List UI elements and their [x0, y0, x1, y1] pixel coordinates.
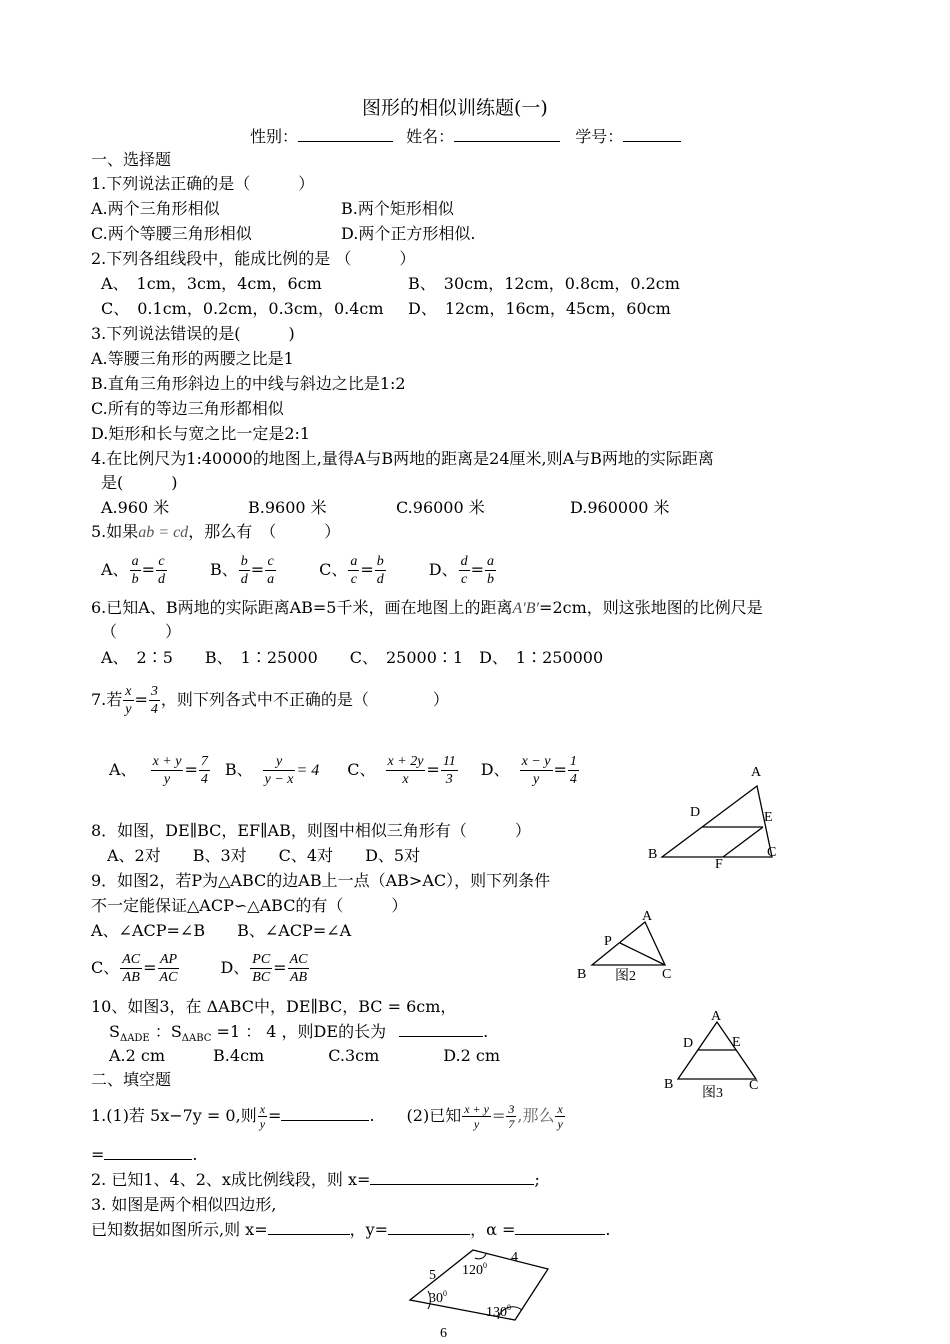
q5-stem-post: ，那么有 （ ） — [188, 522, 341, 541]
fill-q3-y-label: ，y= — [349, 1220, 389, 1239]
q9-options-ab[interactable]: A、∠ACP=∠B B、∠ACP=∠A — [91, 921, 352, 940]
q7-label-a: A、 — [109, 760, 137, 779]
fraction-numerator: x + y — [152, 754, 182, 769]
q3-stem: 3.下列说法错误的是( ) — [91, 324, 295, 343]
fraction-denominator: AC — [159, 970, 178, 985]
q10-subscript-ade: ΔADE — [119, 1033, 150, 1045]
section-fill-heading: 二、填空题 — [91, 1070, 172, 1089]
q5-option-d[interactable]: D、 $\frac{d}{c}$ = $\frac{a}{b}$ — [428, 554, 495, 587]
q5-label-c: C、 — [319, 560, 348, 579]
q3-option-c[interactable]: C.所有的等边三角形都相似 — [91, 399, 284, 418]
q1-option-b[interactable]: B.两个矩形相似 — [341, 199, 454, 218]
q10-stem: 10、如图3，在 ΔABC中，DE∥BC，BC = 6cm， — [91, 997, 457, 1016]
fraction-numerator: x + 2y — [387, 754, 424, 769]
q9-stem: 9．如图2，若P为△ABC的边AB上一点（AB>AC），则下列条件 — [91, 871, 551, 890]
fill-q3-end: . — [605, 1220, 611, 1239]
similar-quadrilateral-figure — [400, 1240, 570, 1340]
q5-expression: ab = cd — [138, 524, 189, 541]
fraction-denominator: b — [487, 572, 495, 587]
fraction-denominator: BC — [252, 970, 271, 985]
q10-stem-post: =1 ： 4 ，则DE的长为 — [216, 1022, 387, 1041]
fill-q2 — [91, 1170, 540, 1190]
q2-option-d[interactable]: D、 12cm，16cm，45cm，60cm — [408, 299, 671, 318]
q6-stem-pre: 6.已知A、B两地的实际距离AB=5千米，画在地图上的距离 — [91, 598, 513, 617]
fill-q1-equals: = — [268, 1106, 282, 1125]
q2-option-a[interactable]: A、 1cm，3cm，4cm，6cm — [101, 274, 322, 293]
q7-label-b: B、 — [224, 760, 253, 779]
point-label-a: A — [751, 765, 762, 780]
fraction-denominator: 3 — [445, 772, 453, 787]
q9-label-d: D、 — [220, 958, 250, 977]
fraction-numerator: x — [125, 684, 132, 699]
q5-options — [101, 550, 497, 590]
side-label-5: 5 — [429, 1268, 436, 1283]
q5-option-b[interactable]: B、 $\frac{b}{d}$ = $\frac{c}{a}$ — [209, 554, 275, 587]
point-label-p: P — [604, 934, 612, 949]
fraction-numerator: AP — [158, 951, 180, 969]
angle-label-130: $130^0$ — [486, 1303, 511, 1320]
q10-answer-blank[interactable] — [399, 1022, 483, 1037]
q3-option-b[interactable]: B.直角三角形斜边上的中线与斜边之比是1:2 — [91, 374, 406, 393]
student-info-row — [250, 127, 681, 147]
fraction-denominator: b — [131, 572, 139, 587]
fraction-denominator: 4 — [150, 702, 158, 717]
q8-triangle-figure — [640, 760, 790, 870]
point-label-b: B — [648, 847, 658, 862]
fraction-numerator: a — [131, 554, 139, 569]
q9-triangle-figure — [570, 900, 690, 990]
point-label-d: D — [683, 1036, 694, 1051]
q6-map-distance-label: A′B′ — [512, 600, 540, 617]
point-label-b: B — [664, 1077, 674, 1092]
q7-option-b[interactable]: B、 $\frac{y}{y - x}$ = 4 — [224, 754, 320, 787]
q10-triangle-figure — [660, 1000, 770, 1100]
fill-q3-alpha-label: ，α = — [470, 1220, 516, 1239]
fraction-denominator: AB — [122, 970, 140, 985]
fraction-numerator: a — [350, 554, 358, 569]
q5-label-d: D、 — [428, 560, 458, 579]
q7-options — [109, 750, 580, 791]
fill-q2-text: 2. 已知1、4、2、x成比例线段，则 x= — [91, 1170, 371, 1189]
q8-options[interactable]: A、2对 B、3对 C、4对 D、5对 — [107, 846, 421, 865]
fill-q3-alpha-blank[interactable] — [515, 1220, 605, 1235]
number-label: 学号： — [575, 127, 624, 146]
fill-q3-y-blank[interactable] — [388, 1220, 470, 1235]
q5-option-a[interactable]: A、 $\frac{a}{b}$ = $\frac{c}{d}$ — [101, 554, 165, 587]
q4-option-d[interactable]: D.960000 米 — [570, 498, 670, 517]
q5-label-a: A、 — [101, 560, 129, 579]
q9-label-c: C、 — [91, 958, 120, 977]
q6-stem — [91, 598, 763, 619]
q2-option-b[interactable]: B、 30cm，12cm，0.8cm，0.2cm — [408, 274, 680, 293]
side-label-4: 4 — [511, 1250, 518, 1265]
fraction-denominator: y — [473, 1117, 480, 1131]
fraction-denominator: c — [350, 572, 357, 587]
quadrilateral — [410, 1250, 548, 1320]
page-title: 图形的相似训练题(一) — [362, 97, 548, 119]
name-label: 姓名： — [406, 127, 455, 146]
fraction-denominator: d — [240, 572, 248, 587]
q9-options-cd — [91, 948, 310, 988]
point-label-b: B — [577, 967, 587, 982]
fill-q3-line2 — [91, 1220, 610, 1240]
q7-stem-pre: 7.若 — [91, 690, 123, 709]
fill-q1-part2-pre: . (2)已知 — [369, 1106, 462, 1125]
fill-q2-blank[interactable] — [370, 1170, 534, 1185]
gender-blank[interactable] — [298, 127, 393, 142]
figure-3-caption: 图3 — [702, 1086, 723, 1101]
q7-option-d[interactable]: D、 $\frac{x - y}{y}$ = $\frac{1}{4}$ — [480, 754, 577, 787]
fraction-numerator: b — [376, 554, 384, 569]
fraction-denominator: c — [461, 572, 468, 587]
fraction-denominator: y — [557, 1117, 563, 1131]
fraction-denominator: y — [163, 772, 171, 787]
fraction-numerator: x − y — [521, 754, 551, 769]
gender-label: 性别： — [250, 127, 299, 146]
fraction-numerator: a — [487, 554, 495, 569]
q7-option-a[interactable]: A、 $\frac{x + y}{y}$ = $\frac{7}{4}$ — [109, 754, 208, 787]
name-blank[interactable] — [454, 127, 560, 142]
q7-label-c: C、 — [347, 760, 376, 779]
q9-option-c[interactable]: C、 $\frac{AC}{AB}$ = $\frac{AP}{AC}$ — [91, 952, 178, 985]
fraction-numerator: x + y — [464, 1102, 489, 1116]
fill-q3-x-blank[interactable] — [268, 1220, 350, 1235]
fraction-numerator: PC — [252, 952, 271, 967]
fill-q1-blank-1[interactable] — [281, 1106, 369, 1121]
number-blank[interactable] — [623, 127, 681, 142]
fraction-denominator: y — [259, 1117, 266, 1131]
fraction-numerator: AC — [122, 952, 141, 967]
fraction-denominator: 7 — [508, 1117, 515, 1131]
q5-label-b: B、 — [209, 560, 238, 579]
point-label-a: A — [711, 1009, 722, 1024]
q6-options[interactable]: A、 2∶5 B、 1∶25000 C、 25000∶1 D、 1∶250000 — [101, 648, 604, 667]
fraction-numerator: y — [263, 753, 296, 771]
triangle-abc — [662, 786, 772, 857]
q10-ratio-colon: ：S — [154, 1022, 182, 1041]
q2-stem: 2.下列各组线段中，能成比例的是 （ ） — [91, 249, 416, 268]
fill-q1: 1.(1)若 5x−7y = 0,则 $\frac{x}{y}$ = . (2)已知 $\frac{x + y}{y}$ = $\frac{3}{7}$ ,那么 $\frac{x}{y}$ — [91, 1102, 563, 1131]
fraction-denominator: y — [125, 702, 132, 717]
point-label-e: E — [764, 810, 773, 825]
q3-option-a[interactable]: A.等腰三角形的两腰之比是1 — [91, 349, 294, 368]
q4-option-a[interactable]: A.960 米 — [101, 498, 170, 517]
fraction-numerator: 7 — [200, 754, 208, 769]
q5-stem-pre: 5.如果 — [91, 522, 139, 541]
fraction-numerator: 11 — [442, 754, 456, 769]
q7-stem-post: ，则下列各式中不正确的是（ ） — [160, 690, 449, 709]
fill-q1-pre: 1.(1)若 5x−7y = 0,则 — [91, 1106, 257, 1125]
q1-stem: 1.下列说法正确的是（ ） — [91, 174, 315, 193]
point-label-c: C — [749, 1078, 759, 1093]
q3-option-d[interactable]: D.矩形和长与宽之比一定是2:1 — [91, 424, 311, 443]
q4-stem: 4.在比例尺为1:40000的地图上,量得A与B两地的距离是24厘米,则A与B两地的实际距离 — [91, 449, 714, 468]
side-label-6: 6 — [440, 1326, 447, 1341]
angle-label-30: $30^0$ — [429, 1289, 447, 1306]
fraction-denominator: a — [267, 572, 275, 587]
fraction-denominator: AB — [289, 970, 308, 985]
q7-b-right-value: 4 — [311, 762, 320, 779]
q5-stem — [91, 522, 340, 543]
section-choice-heading: 一、选择题 — [91, 150, 172, 169]
point-label-a: A — [642, 909, 653, 924]
fraction-denominator: d — [157, 572, 165, 587]
q7-label-d: D、 — [480, 760, 510, 779]
q7-option-c[interactable]: C、 $\frac{x + 2y}{x}$ = $\frac{11}{3}$ — [347, 754, 456, 787]
fraction-numerator: c — [265, 553, 276, 571]
segment-pc — [620, 943, 665, 965]
fill-q1-part2-post: ,那么 — [517, 1106, 555, 1125]
point-label-e: E — [732, 1035, 741, 1050]
fill-q3-line1: 3. 如图是两个相似四边形, — [91, 1195, 277, 1214]
fraction-numerator: x — [557, 1102, 563, 1116]
q10-options[interactable]: A.2 cm B.4cm C.3cm D.2 cm — [109, 1046, 501, 1065]
q10-s-symbol: S — [109, 1022, 120, 1041]
fraction-denominator: 4 — [200, 772, 208, 787]
fill-q3-x-label: 已知数据如图所示,则 x= — [91, 1220, 268, 1239]
triangle-abc — [592, 922, 665, 965]
fraction-denominator: y − x — [264, 772, 294, 787]
q2-option-c[interactable]: C、 0.1cm，0.2cm，0.3cm，0.4cm — [101, 299, 384, 318]
fraction-numerator: b — [240, 554, 248, 569]
fraction-denominator: 4 — [569, 772, 577, 787]
segment-ef — [723, 827, 763, 857]
q4-option-c[interactable]: C.96000 米 — [396, 498, 485, 517]
q10-area-ratio: $S_{\Delta ADE}$ ：$S_{\Delta ABC} =1$ ： 4 ，则DE的长为 . — [109, 1022, 489, 1045]
fraction-numerator: x — [259, 1102, 266, 1116]
fill-q2-end: ; — [534, 1170, 540, 1189]
q7-stem: 7.若 $\frac{x}{y}$ = $\frac{3}{4}$ ，则下列各式中不正确的是（ ） — [91, 684, 449, 717]
q9-option-d[interactable]: D、 $\frac{PC}{BC}$ = $\frac{AC}{AB}$ — [220, 952, 308, 985]
q8-stem: 8．如图，DE∥BC，EF∥AB，则图中相似三角形有（ ） — [91, 821, 531, 840]
q4-option-b[interactable]: B.9600 米 — [248, 498, 327, 517]
fill-q1-blank-2[interactable] — [104, 1145, 192, 1160]
fraction-numerator: 3 — [150, 684, 158, 699]
figure-2-caption: 图2 — [615, 969, 636, 984]
q4-stem-cont: 是( ) — [101, 473, 178, 492]
point-label-c: C — [767, 845, 777, 860]
fraction-numerator: AC — [289, 952, 308, 967]
q9-stem-cont: 不一定能保证△ACP∽△ABC的有（ ） — [91, 896, 408, 915]
fraction-denominator: y — [532, 772, 540, 787]
fill-q1-line2: = . — [91, 1145, 198, 1164]
point-label-f: F — [715, 857, 723, 872]
fraction-numerator: c — [156, 553, 167, 571]
point-label-c: C — [662, 967, 672, 982]
q1-option-a[interactable]: A.两个三角形相似 — [91, 199, 220, 218]
angle-arc-top — [475, 1254, 486, 1259]
point-label-d: D — [690, 805, 701, 820]
fraction-denominator: d — [376, 572, 384, 587]
fraction-numerator: d — [460, 554, 468, 569]
q1-option-c[interactable]: C.两个等腰三角形相似 — [91, 224, 252, 243]
q6-stem-cont: （ ） — [101, 622, 182, 641]
q1-option-d[interactable]: D.两个正方形相似. — [341, 224, 476, 243]
fill-q1-equals-2: = — [91, 1145, 105, 1164]
fraction-numerator: 1 — [569, 754, 577, 769]
fraction-denominator: x — [402, 772, 409, 787]
q10-subscript-abc: ΔABC — [181, 1033, 212, 1045]
fraction-numerator: 3 — [508, 1102, 515, 1116]
q6-stem-post: =2cm，则这张地图的比例尺是 — [539, 598, 763, 617]
angle-label-120: $120^0$ — [462, 1261, 487, 1278]
q5-option-c[interactable]: C、 $\frac{a}{c}$ = $\frac{b}{d}$ — [319, 554, 384, 587]
